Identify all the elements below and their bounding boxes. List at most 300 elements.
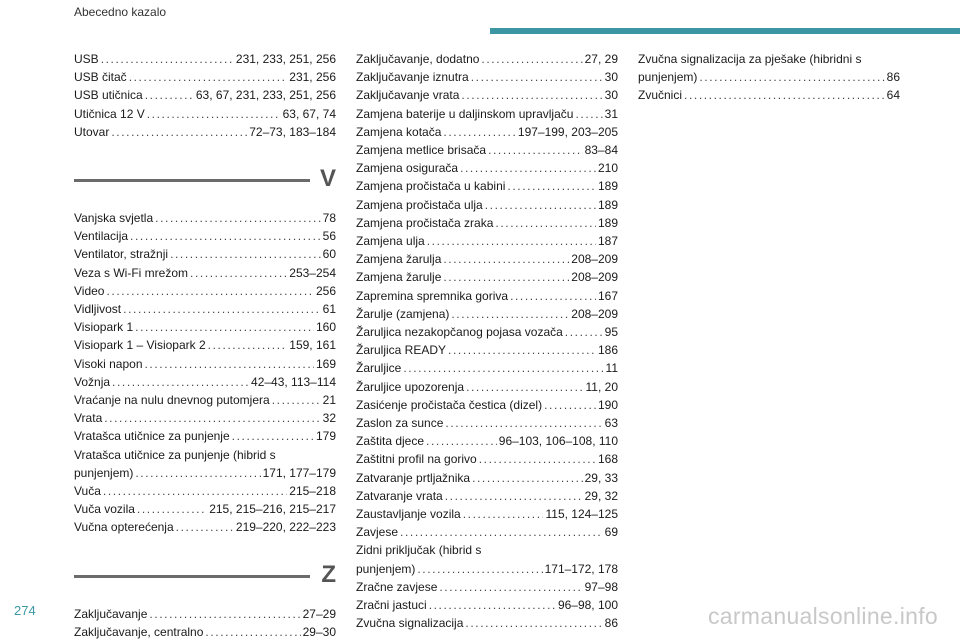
- index-entry-term: Zvučnici: [638, 88, 683, 103]
- index-entry-pages: 115, 124–125: [545, 507, 618, 522]
- index-entry-term: Žarulje (zamjena): [356, 306, 450, 321]
- index-entry-pages: 60: [322, 247, 336, 262]
- index-entry-pages: 21: [322, 393, 336, 408]
- dot-leader: [170, 245, 321, 263]
- index-entry-term: Visoki napon: [74, 356, 143, 371]
- index-entry: [74, 318, 336, 336]
- index-entry-line: [356, 341, 618, 359]
- index-entry-term: Zračne zavjese: [356, 579, 438, 594]
- index-entry-line: [74, 391, 336, 409]
- index-entry-term: Zamjena metlice brisača: [356, 143, 487, 158]
- index-entry: [356, 378, 618, 396]
- index-entry-line: [356, 359, 618, 377]
- index-entry-pages: 159, 161: [289, 338, 336, 353]
- index-entry-line: [74, 518, 336, 536]
- index-entry-pages: 231, 256: [289, 70, 336, 85]
- index-entry-line: [74, 336, 336, 354]
- index-entry: [356, 614, 618, 632]
- dot-leader: [129, 68, 288, 86]
- index-entry-pages: 63, 67, 231, 233, 251, 256: [195, 88, 336, 103]
- index-entry-pages: 169: [315, 356, 336, 371]
- index-entry-term: Vratašca utičnice za punjenje: [74, 429, 230, 444]
- index-entry: [356, 414, 618, 432]
- index-entry-pages: 171, 177–179: [262, 465, 336, 480]
- index-entry-pages: 96–103, 106–108, 110: [498, 434, 618, 449]
- index-entry: [74, 605, 336, 623]
- index-entry-line: [74, 373, 336, 391]
- index-entry: [356, 232, 618, 250]
- index-entry-term: Zvučna signalizacija: [356, 616, 464, 631]
- index-entry-line: [74, 482, 336, 500]
- dot-leader: [488, 141, 583, 159]
- dot-leader: [104, 409, 320, 427]
- index-entry-line: [356, 414, 618, 432]
- index-entry-line: [356, 560, 618, 578]
- index-entry-line: [356, 396, 618, 414]
- dot-leader: [123, 300, 321, 318]
- index-column-1: [74, 50, 336, 641]
- index-entry-term: Utovar: [74, 124, 110, 139]
- index-entry-line: [356, 323, 618, 341]
- dot-leader: [417, 560, 542, 578]
- index-entry-line: [74, 427, 336, 445]
- dot-leader: [145, 355, 314, 373]
- index-entry-pages: 42–43, 113–114: [251, 374, 336, 389]
- index-entry-pages: 11: [605, 361, 618, 376]
- dot-leader: [400, 523, 603, 541]
- index-entry: [638, 86, 900, 104]
- section-rule: [74, 575, 310, 578]
- dot-leader: [443, 268, 569, 286]
- index-entry-term: Vidljivost: [74, 302, 122, 317]
- index-entry: [356, 86, 618, 104]
- index-entry-line: [356, 105, 618, 123]
- index-entry-line: [74, 50, 336, 68]
- dot-leader: [461, 86, 602, 104]
- dot-leader: [471, 68, 603, 86]
- index-entry: [356, 596, 618, 614]
- index-entry-line: [74, 86, 336, 104]
- section-header-z: [74, 560, 336, 603]
- index-entry-pages: 215–218: [289, 484, 336, 499]
- index-entry-pages: 179: [315, 429, 336, 444]
- index-entry-term: Žaruljice: [356, 361, 402, 376]
- index-entry-line: [74, 623, 336, 641]
- index-entry-term: Žaruljica READY: [356, 343, 447, 358]
- index-entry-line: [356, 523, 618, 541]
- index-entry-term: Zamjena žarulja: [356, 252, 442, 267]
- index-entry: [356, 305, 618, 323]
- index-entry-term: Zamjena ulja: [356, 234, 425, 249]
- dot-leader: [103, 482, 287, 500]
- index-entry-term: Zračni jastuci: [356, 598, 427, 613]
- index-entry-pages: 231, 233, 251, 256: [235, 52, 336, 66]
- index-column-3: [638, 50, 900, 105]
- dot-leader: [451, 305, 569, 323]
- index-entry: [356, 287, 618, 305]
- index-entry: [356, 578, 618, 596]
- dot-leader: [205, 623, 300, 641]
- index-entry: [356, 250, 618, 268]
- index-entry-pages: 29, 32: [584, 488, 618, 503]
- index-entry-line: [74, 227, 336, 245]
- index-entry-pages: 56: [322, 229, 336, 244]
- index-entry-term: Vuča vozila: [74, 502, 135, 517]
- dot-leader: [448, 341, 596, 359]
- index-entry-pages: 190: [597, 397, 618, 412]
- section-header-v: [74, 167, 336, 207]
- index-column-2: [356, 50, 618, 633]
- dot-leader: [149, 605, 300, 623]
- index-entry-line: [74, 300, 336, 318]
- index-entry: [356, 450, 618, 468]
- watermark: carmanualsonline.info: [707, 603, 938, 629]
- index-entry-pages: 167: [597, 288, 618, 303]
- index-entry-term: Žaruljice upozorenja: [356, 379, 465, 394]
- index-entry-term: Zaključavanje iznutra: [356, 70, 469, 85]
- index-entry-pages: 171–172, 178: [544, 561, 618, 576]
- index-entry-pages: 215, 215–216, 215–217: [209, 502, 336, 517]
- index-entry-line: [356, 505, 618, 523]
- index-entry-pages: 189: [597, 197, 618, 212]
- index-entry: [638, 50, 900, 86]
- dot-leader: [485, 196, 596, 214]
- index-entry-pages: 29, 33: [584, 470, 618, 485]
- index-entry-pages: 189: [597, 179, 618, 194]
- index-entry-pages: 32: [322, 411, 336, 426]
- index-entry: [356, 541, 618, 577]
- dot-leader: [403, 359, 603, 377]
- index-entry-pages: 27–29: [302, 606, 336, 621]
- index-entry-line: [74, 264, 336, 282]
- index-entry: [74, 86, 336, 104]
- index-entry-pages: 189: [597, 215, 618, 230]
- index-entry: [356, 141, 618, 159]
- index-entry-pages: 86: [886, 70, 900, 85]
- index-entry-pages: 187: [597, 234, 618, 249]
- index-entry: [74, 123, 336, 141]
- index-entry: [356, 196, 618, 214]
- index-entry: [356, 159, 618, 177]
- dot-leader: [507, 177, 596, 195]
- index-entry-term: Zamjena pročistača u kabini: [356, 179, 506, 194]
- index-entry-line: [356, 214, 618, 232]
- dot-leader: [684, 86, 885, 104]
- index-entry: [74, 373, 336, 391]
- page-header-title: Abecedno kazalo: [74, 5, 167, 19]
- index-entry-term: Zasićenje pročistača čestica (dizel): [356, 397, 543, 412]
- index-entry-line: [356, 596, 618, 614]
- index-entry-term: Zaustavljanje vozila: [356, 507, 461, 522]
- index-entry-line: [356, 232, 618, 250]
- index-entry-term: Zaštitni profil na gorivo: [356, 452, 477, 467]
- dot-leader: [106, 282, 313, 300]
- index-entry-line: [356, 578, 618, 596]
- dot-leader: [101, 50, 234, 68]
- dot-leader: [155, 209, 320, 227]
- index-entry-term: USB čitač: [74, 70, 127, 85]
- index-entry-term: Zaštita djece: [356, 434, 425, 449]
- dot-leader: [130, 227, 321, 245]
- index-group-z: [74, 605, 336, 641]
- dot-leader: [137, 500, 207, 518]
- index-entry-line: [356, 250, 618, 268]
- index-entry: [356, 359, 618, 377]
- index-entry: [356, 268, 618, 286]
- index-entry-term-line: Zvučna signalizacija za pješake (hibridni s: [638, 52, 862, 66]
- index-entry: [74, 427, 336, 445]
- index-entry-pages: 186: [597, 343, 618, 358]
- index-entry-pages: 197–199, 203–205: [517, 124, 618, 139]
- index-entry-term: Ventilator, stražnji: [74, 247, 169, 262]
- index-entry-term-line: Vratašca utičnice za punjenje (hibrid s: [74, 447, 276, 462]
- index-entry: [74, 391, 336, 409]
- index-entry-pages: 27, 29: [584, 52, 618, 66]
- index-entry-line: [74, 282, 336, 300]
- index-entry-pages: 29–30: [302, 624, 336, 639]
- index-entry: [74, 264, 336, 282]
- dot-leader: [112, 373, 249, 391]
- dot-leader: [135, 464, 260, 482]
- page-number: 274: [14, 603, 36, 618]
- index-entry-pages: 253–254: [289, 265, 336, 280]
- index-entry: [356, 487, 618, 505]
- index-entry-pages: 219–220, 222–223: [235, 520, 336, 535]
- index-entry-term: Zaključavanje: [74, 606, 148, 621]
- index-entry-pages: 208–209: [571, 252, 618, 267]
- index-entry: [356, 341, 618, 359]
- index-entry-line: [638, 68, 900, 86]
- dot-leader: [460, 159, 596, 177]
- index-entry-pages: 64: [886, 88, 900, 103]
- index-entry-line: [356, 614, 618, 632]
- index-entry-pages: 210: [597, 161, 618, 176]
- index-entry-pages: 160: [315, 320, 336, 335]
- index-entry-pages: 63: [604, 416, 618, 431]
- index-entry-pages: 97–98: [584, 579, 618, 594]
- index-entry-term: USB utičnica: [74, 88, 143, 103]
- index-entry-line: [356, 268, 618, 286]
- index-entry: [356, 50, 618, 68]
- index-entry: [74, 245, 336, 263]
- index-entry-term: Ventilacija: [74, 229, 129, 244]
- dot-leader: [479, 450, 596, 468]
- dot-leader: [445, 414, 602, 432]
- index-entry-line: [356, 287, 618, 305]
- dot-leader: [145, 86, 194, 104]
- dot-leader: [147, 105, 281, 123]
- index-entry-term: Zaključavanje, dodatno: [356, 52, 480, 66]
- index-entry-line: [356, 469, 618, 487]
- index-entry-pages: 72–73, 183–184: [249, 124, 336, 139]
- index-entry-line: [356, 123, 618, 141]
- index-entry-line: [356, 487, 618, 505]
- index-entry-pages: 86: [604, 616, 618, 631]
- index-entry-term: Veza s Wi-Fi mrežom: [74, 265, 189, 280]
- index-entry-line: [74, 105, 336, 123]
- index-entry-term: Žaruljica nezakopčanog pojasa vozača: [356, 325, 563, 340]
- index-entry: [74, 227, 336, 245]
- index-entry-term: punjenjem): [74, 465, 134, 480]
- index-entry-term: Zatvaranje prtljažnika: [356, 470, 471, 485]
- dot-leader: [463, 505, 544, 523]
- dot-leader: [481, 50, 582, 68]
- dot-leader: [232, 427, 314, 445]
- index-entry-term: Zaslon za sunce: [356, 416, 444, 431]
- dot-leader: [272, 391, 321, 409]
- index-entry-line: [74, 68, 336, 86]
- dot-leader: [443, 250, 569, 268]
- index-entry-line: [638, 86, 900, 104]
- index-group-z-end: [638, 50, 900, 105]
- index-entry-term: Zamjena kotača: [356, 124, 442, 139]
- dot-leader: [466, 378, 583, 396]
- index-group-z-continued: [356, 50, 618, 633]
- index-entry: [74, 282, 336, 300]
- section-letter-z: Z: [321, 560, 336, 588]
- index-entry: [356, 505, 618, 523]
- dot-leader: [510, 287, 596, 305]
- index-entry-term: Zamjena pročistača zraka: [356, 215, 494, 230]
- dot-leader: [575, 105, 602, 123]
- index-entry-pages: 63, 67, 74: [282, 106, 336, 121]
- index-entry: [356, 214, 618, 232]
- index-entry-term: Visiopark 1 – Visiopark 2: [74, 338, 206, 353]
- index-entry-pages: 69: [604, 525, 618, 540]
- index-entry-term: Video: [74, 283, 105, 298]
- index-entry: [356, 432, 618, 450]
- dot-leader: [565, 323, 603, 341]
- index-group-u: [74, 50, 336, 141]
- index-entry-line: [74, 500, 336, 518]
- index-entry-line: [74, 605, 336, 623]
- index-entry-pages: 95: [604, 325, 618, 340]
- index-entry-pages: 208–209: [571, 306, 618, 321]
- dot-leader: [429, 596, 556, 614]
- index-entry-line: [356, 159, 618, 177]
- index-entry-pages: 78: [322, 211, 336, 226]
- index-entry-term: Vanjska svjetla: [74, 211, 154, 226]
- index-entry: [74, 518, 336, 536]
- index-entry-line: [74, 209, 336, 227]
- index-entry-line: [74, 464, 336, 482]
- index-entry-line: [74, 318, 336, 336]
- section-letter-v: V: [319, 165, 336, 193]
- index-entry-pages: 96–98, 100: [557, 598, 618, 613]
- index-entry: [356, 105, 618, 123]
- index-entry-pages: 61: [322, 302, 336, 317]
- index-entry-line: [356, 68, 618, 86]
- index-entry: [74, 355, 336, 373]
- index-entry-term: Zamjena žarulje: [356, 270, 442, 285]
- index-entry-line: [356, 141, 618, 159]
- index-entry-term: Vraćanje na nulu dnevnog putomjera: [74, 393, 270, 408]
- index-entry: [74, 623, 336, 641]
- index-entry-term: Utičnica 12 V: [74, 106, 145, 121]
- dot-leader: [426, 432, 497, 450]
- dot-leader: [443, 123, 516, 141]
- dot-leader: [699, 68, 884, 86]
- index-group-v: [74, 209, 336, 537]
- index-entry-term: Zamjena osigurača: [356, 161, 459, 176]
- dot-leader: [135, 318, 314, 336]
- index-entry-term-line: Zidni priključak (hibrid s: [356, 543, 482, 558]
- index-entry-term: Visiopark 1: [74, 320, 134, 335]
- section-rule: [74, 179, 310, 182]
- index-entry-term: USB: [74, 52, 99, 66]
- index-entry-pages: 168: [597, 452, 618, 467]
- index-entry-line: [356, 177, 618, 195]
- dot-leader: [495, 214, 596, 232]
- index-entry-line: [356, 305, 618, 323]
- index-entry-pages: 30: [604, 88, 618, 103]
- index-entry-term: Zamjena baterije u daljinskom upravljaču: [356, 106, 574, 121]
- index-entry: [356, 68, 618, 86]
- index-entry-line: [74, 409, 336, 427]
- dot-leader: [190, 264, 287, 282]
- index-entry-line: [74, 245, 336, 263]
- index-entry: [74, 409, 336, 427]
- index-entry: [74, 446, 336, 482]
- index-entry-term: Vožnja: [74, 374, 111, 389]
- dot-leader: [208, 336, 288, 354]
- index-entry-pages: 30: [604, 70, 618, 85]
- index-entry: [356, 323, 618, 341]
- index-entry-line: [356, 450, 618, 468]
- index-entry-term: Zaključavanje, centralno: [74, 624, 204, 639]
- index-entry: [356, 469, 618, 487]
- index-entry-line: [356, 378, 618, 396]
- dot-leader: [439, 578, 582, 596]
- index-entry: [74, 209, 336, 227]
- index-entry-term: Vučna opterećenja: [74, 520, 174, 535]
- index-entry: [356, 123, 618, 141]
- index-entry-line: [356, 50, 618, 68]
- index-entry-term: Zatvaranje vrata: [356, 488, 443, 503]
- header-accent-bar: [490, 28, 960, 34]
- dot-leader: [544, 396, 596, 414]
- dot-leader: [472, 469, 583, 487]
- index-entry-term: Zapremina spremnika goriva: [356, 288, 509, 303]
- index-entry: [74, 105, 336, 123]
- index-entry-line: [356, 196, 618, 214]
- index-entry: [74, 336, 336, 354]
- index-entry-pages: 208–209: [571, 270, 618, 285]
- index-entry: [356, 396, 618, 414]
- index-entry: [74, 500, 336, 518]
- index-entry-term: Vrata: [74, 411, 103, 426]
- index-entry: [74, 50, 336, 68]
- index-entry-term: Vuča: [74, 484, 101, 499]
- index-entry-pages: 83–84: [584, 143, 618, 158]
- index-entry-term: Zamjena pročistača ulja: [356, 197, 483, 212]
- index-entry-pages: 256: [315, 283, 336, 298]
- index-entry-term: Zavjese: [356, 525, 399, 540]
- index-entry-line: [356, 86, 618, 104]
- index-entry-term: Zaključavanje vrata: [356, 88, 460, 103]
- index-entry-term: punjenjem): [638, 70, 698, 85]
- index-entry-pages: 31: [604, 106, 618, 121]
- dot-leader: [445, 487, 583, 505]
- index-entry-term: punjenjem): [356, 561, 416, 576]
- index-entry: [74, 68, 336, 86]
- index-entry-pages: 11, 20: [585, 379, 618, 394]
- dot-leader: [111, 123, 247, 141]
- index-entry: [356, 177, 618, 195]
- dot-leader: [465, 614, 602, 632]
- index-entry-line: [74, 123, 336, 141]
- index-entry-line: [356, 432, 618, 450]
